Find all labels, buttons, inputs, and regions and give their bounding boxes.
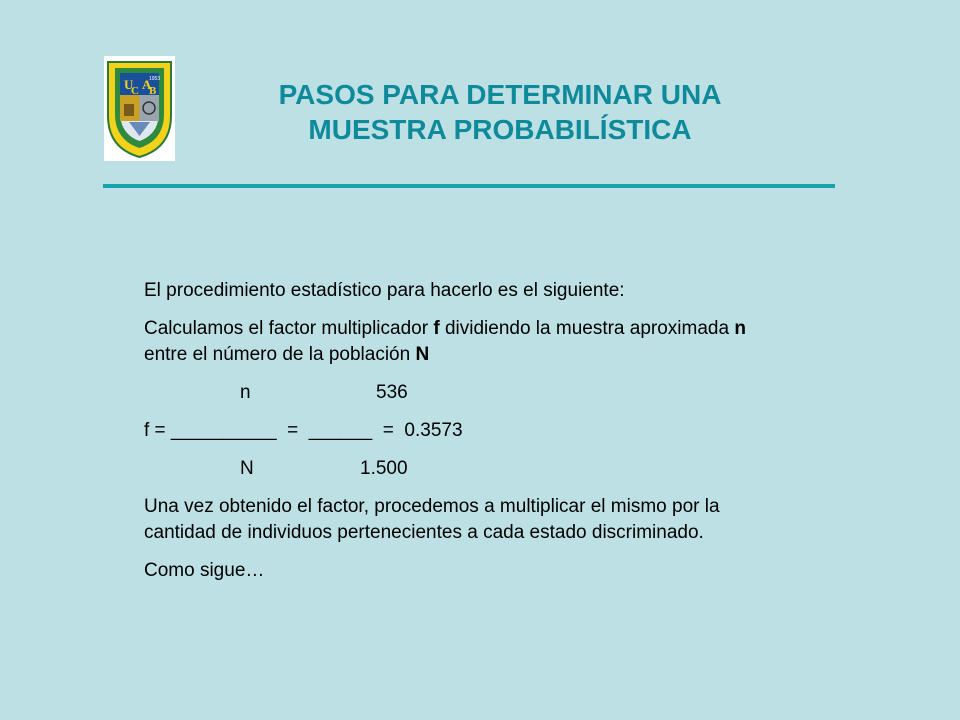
formula-equation: f = __________ = ______ = 0.3573 bbox=[144, 420, 463, 441]
closing-paragraph: Como sigue… bbox=[144, 560, 265, 581]
factor-symbol-f: f bbox=[433, 318, 440, 339]
title-line-2: MUESTRA PROBABILÍSTICA bbox=[308, 114, 692, 145]
svg-text:A: A bbox=[142, 77, 152, 92]
formula-denominator-row bbox=[144, 456, 784, 482]
factor-text-b: dividiendo la muestra aproximada bbox=[439, 318, 735, 339]
formula-numerator-value: 536 bbox=[376, 382, 408, 403]
svg-text:1953: 1953 bbox=[149, 76, 161, 82]
factor-symbol-n: n bbox=[734, 318, 746, 339]
factor-symbol-N: N bbox=[415, 344, 430, 365]
formula-denominator-value: 1.500 bbox=[360, 458, 408, 479]
title-line-1: PASOS PARA DETERMINAR UNA bbox=[278, 79, 722, 110]
svg-text:U: U bbox=[124, 77, 134, 92]
svg-text:B: B bbox=[149, 85, 157, 97]
formula-main-row bbox=[144, 418, 784, 444]
formula-denominator-symbol: N bbox=[240, 458, 254, 479]
factor-paragraph bbox=[144, 316, 784, 368]
slide-body bbox=[144, 278, 784, 596]
factor-text-a: Calculamos el factor multiplicador bbox=[144, 318, 434, 339]
formula-numerator-symbol: n bbox=[240, 382, 251, 403]
factor-text-c: entre el número de la población bbox=[144, 344, 416, 365]
multiply-paragraph: Una vez obtenido el factor, procedemos a multiplicar el mismo por la cantidad de individuos pertenecientes a cada estado discriminado. bbox=[144, 496, 720, 543]
svg-text:C: C bbox=[131, 85, 139, 97]
intro-paragraph: El procedimiento estadístico para hacerlo es el siguiente: bbox=[144, 280, 625, 301]
ucab-logo bbox=[104, 56, 175, 161]
page-title bbox=[180, 77, 820, 147]
title-divider bbox=[103, 184, 835, 188]
formula-numerator-row bbox=[144, 380, 784, 406]
